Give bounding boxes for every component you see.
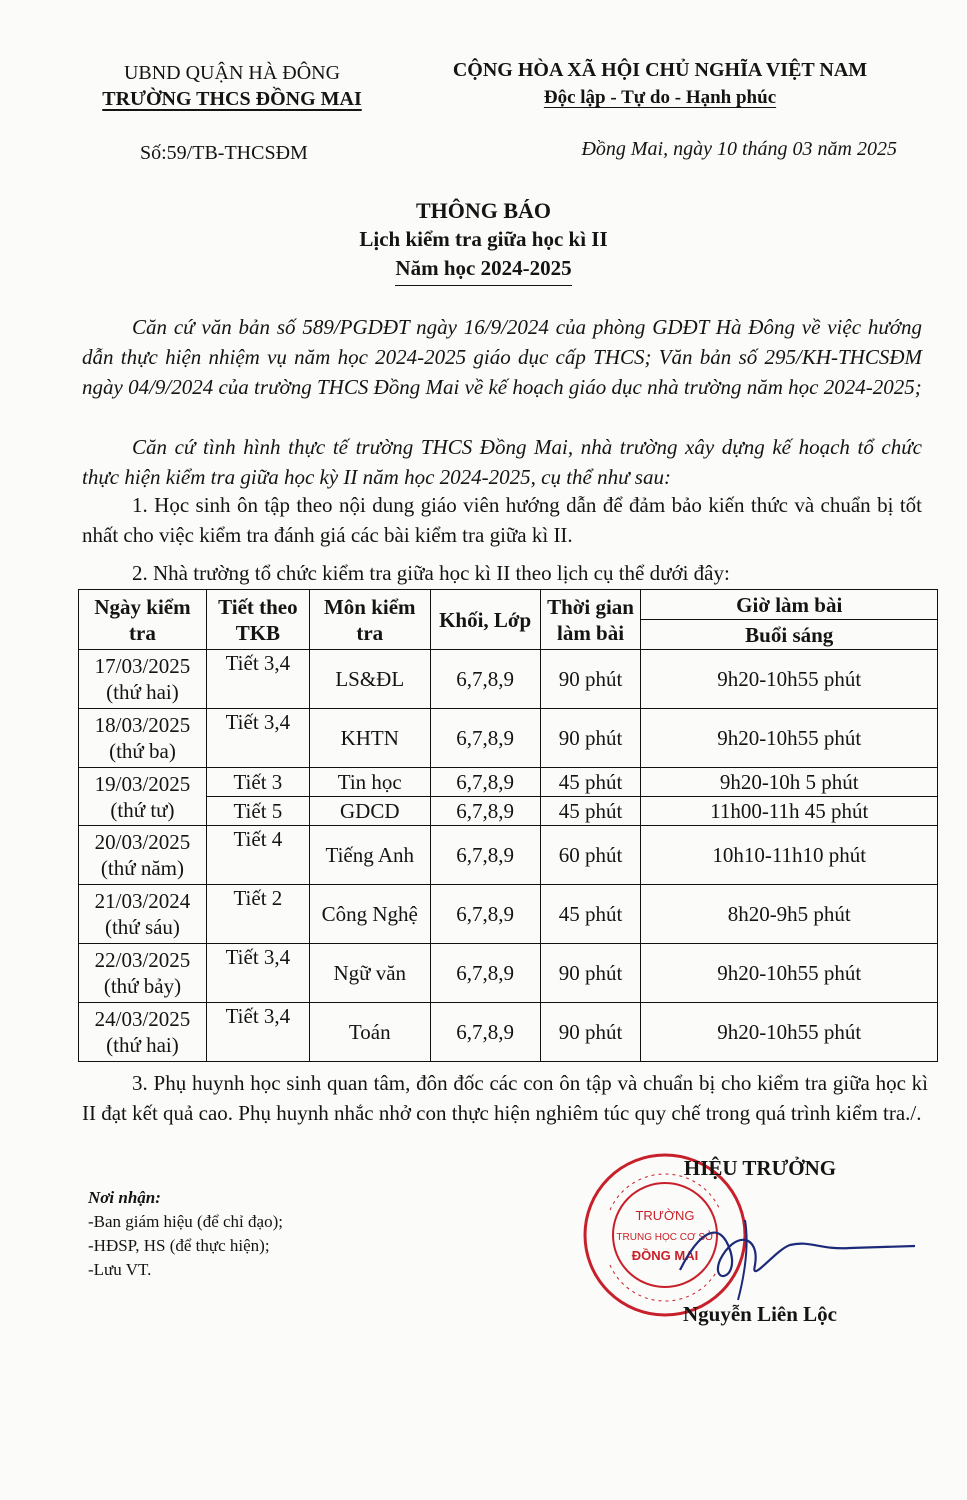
table-row [79,1003,938,1062]
time-cell: 9h20-10h 5 phút [641,768,938,797]
duration-cell: 45 phút [540,768,641,797]
exam-schedule-table [78,589,938,1062]
subject-cell: Tiếng Anh [309,826,430,885]
basis-paragraph-2: Căn cứ tình hình thực tế trường THCS Đồng Mai, nhà trường xây dựng kế hoạch tổ chức thực hiện kiểm tra giữa học kỳ II năm học 2024-2025, cụ thể như sau: [82,435,922,489]
table-row [79,650,938,709]
title-line-1: THÔNG BÁO [415,198,552,223]
table-row [79,797,938,826]
org-name: UBND QUẬN HÀ ĐÔNG [123,62,341,84]
header-period: Tiết theo TKB [206,590,309,650]
duration-cell: 90 phút [540,650,641,709]
date-cell: 22/03/2025 (thứ bảy) [79,944,207,1003]
period-cell: Tiết 5 [206,797,309,826]
subject-cell: KHTN [309,709,430,768]
date-cell: 17/03/2025 (thứ hai) [79,650,207,709]
time-cell: 9h20-10h55 phút [641,1003,938,1062]
republic-name: CỘNG HÒA XÃ HỘI CHỦ NGHĨA VIỆT NAM [452,59,868,81]
header-right [420,56,900,112]
recipient-item: -Lưu VT. [88,1260,152,1279]
period-cell: Tiết 4 [206,826,309,885]
document-title [0,196,967,286]
time-cell: 9h20-10h55 phút [641,944,938,1003]
duration-cell: 60 phút [540,826,641,885]
table-row [79,885,938,944]
duration-cell: 45 phút [540,885,641,944]
signature-area [560,1150,920,1340]
item-1: 1. Học sinh ôn tập theo nội dung giáo viên hướng dẫn để đảm bảo kiến thức và chuẩn bị tốt nhất cho việc kiểm tra đánh giá các bài kiểm tra giữa kì II. [82,493,922,547]
grade-cell: 6,7,8,9 [430,1003,540,1062]
period-cell: Tiết 3,4 [206,650,309,709]
duration-cell: 45 phút [540,797,641,826]
subject-cell: Ngữ văn [309,944,430,1003]
table-row [79,768,938,797]
table-row [79,826,938,885]
date-cell: 24/03/2025 (thứ hai) [79,1003,207,1062]
subject-cell: Công Nghệ [309,885,430,944]
title-line-2: Lịch kiểm tra giữa học kì II [359,227,608,251]
svg-text:TRƯỜNG: TRƯỜNG [635,1208,695,1223]
duration-cell: 90 phút [540,1003,641,1062]
grade-cell: 6,7,8,9 [430,885,540,944]
grade-cell: 6,7,8,9 [430,797,540,826]
header-left [82,60,382,112]
grade-cell: 6,7,8,9 [430,768,540,797]
grade-cell: 6,7,8,9 [430,826,540,885]
time-cell: 10h10-11h10 phút [641,826,938,885]
subject-cell: LS&ĐL [309,650,430,709]
item-3: 3. Phụ huynh học sinh quan tâm, đôn đốc các con ôn tập và chuẩn bị cho kiểm tra giữa học kì II đạt kết quả cao. Phụ huynh nhắc nhở con thực hiện nghiêm túc quy chế trong quá trình kiểm tra./. [82,1071,928,1125]
header-subject: Môn kiểm tra [309,590,430,650]
time-cell: 9h20-10h55 phút [641,709,938,768]
duration-cell: 90 phút [540,944,641,1003]
period-cell: Tiết 3 [206,768,309,797]
recipients [88,1186,283,1282]
period-cell: Tiết 3,4 [206,944,309,1003]
signer-name: Nguyễn Liên Lộc [682,1302,837,1326]
date-cell: 18/03/2025 (thứ ba) [79,709,207,768]
duration-cell: 90 phút [540,709,641,768]
period-cell: Tiết 3,4 [206,1003,309,1062]
school-name: TRƯỜNG THCS ĐỒNG MAI [102,88,362,110]
place-date: Đồng Mai, ngày 10 tháng 03 năm 2025 [581,138,897,160]
subject-cell: GDCD [309,797,430,826]
header-time: Giờ làm bài [641,590,938,620]
date-cell: 20/03/2025 (thứ năm) [79,826,207,885]
time-cell: 8h20-9h5 phút [641,885,938,944]
svg-text:TRUNG HỌC CƠ SỞ: TRUNG HỌC CƠ SỞ [616,1232,714,1243]
subject-cell: Tin học [309,768,430,797]
header-duration: Thời gian làm bài [540,590,641,650]
period-cell: Tiết 3,4 [206,709,309,768]
grade-cell: 6,7,8,9 [430,944,540,1003]
table-row [79,709,938,768]
handwritten-signature [650,1190,920,1310]
recipient-item: -HĐSP, HS (để thực hiện); [88,1236,270,1255]
motto: Độc lập - Tự do - Hạnh phúc [543,87,777,108]
time-cell: 11h00-11h 45 phút [641,797,938,826]
date-cell: 21/03/2024 (thứ sáu) [79,885,207,944]
svg-text:ĐỒNG MAI: ĐỒNG MAI [631,1248,699,1263]
basis-paragraph-1: Căn cứ văn bản số 589/PGDĐT ngày 16/9/2024 của phòng GDĐT Hà Đông về việc hướng dẫn thực hiện nhiệm vụ năm học 2024-2025 giáo dục cấp THCS; Văn bản số 295/KH-THCSĐM ngày 04/9/2024 của trường THCS Đồng Mai về kế hoạch giáo dục nhà trường năm học 2024-2025; [82,315,922,399]
recipient-item: -Ban giám hiệu (để chỉ đạo); [88,1212,283,1231]
header-grade: Khối, Lớp [430,590,540,650]
date-cell: 19/03/2025 (thứ tư) [79,768,207,826]
header-date: Ngày kiểm tra [79,590,207,650]
recipients-title: Nơi nhận: [88,1188,161,1207]
table-row [79,944,938,1003]
header-session: Buổi sáng [641,620,938,650]
time-cell: 9h20-10h55 phút [641,650,938,709]
period-cell: Tiết 2 [206,885,309,944]
title-line-3: Năm học 2024-2025 [395,254,571,286]
signer-role: HIỆU TRƯỞNG [683,1156,837,1180]
subject-cell: Toán [309,1003,430,1062]
grade-cell: 6,7,8,9 [430,709,540,768]
item-2: 2. Nhà trường tổ chức kiểm tra giữa học kì II theo lịch cụ thể dưới đây: [132,561,730,585]
grade-cell: 6,7,8,9 [430,650,540,709]
document-number: Số:59/TB-THCSĐM [140,142,308,164]
